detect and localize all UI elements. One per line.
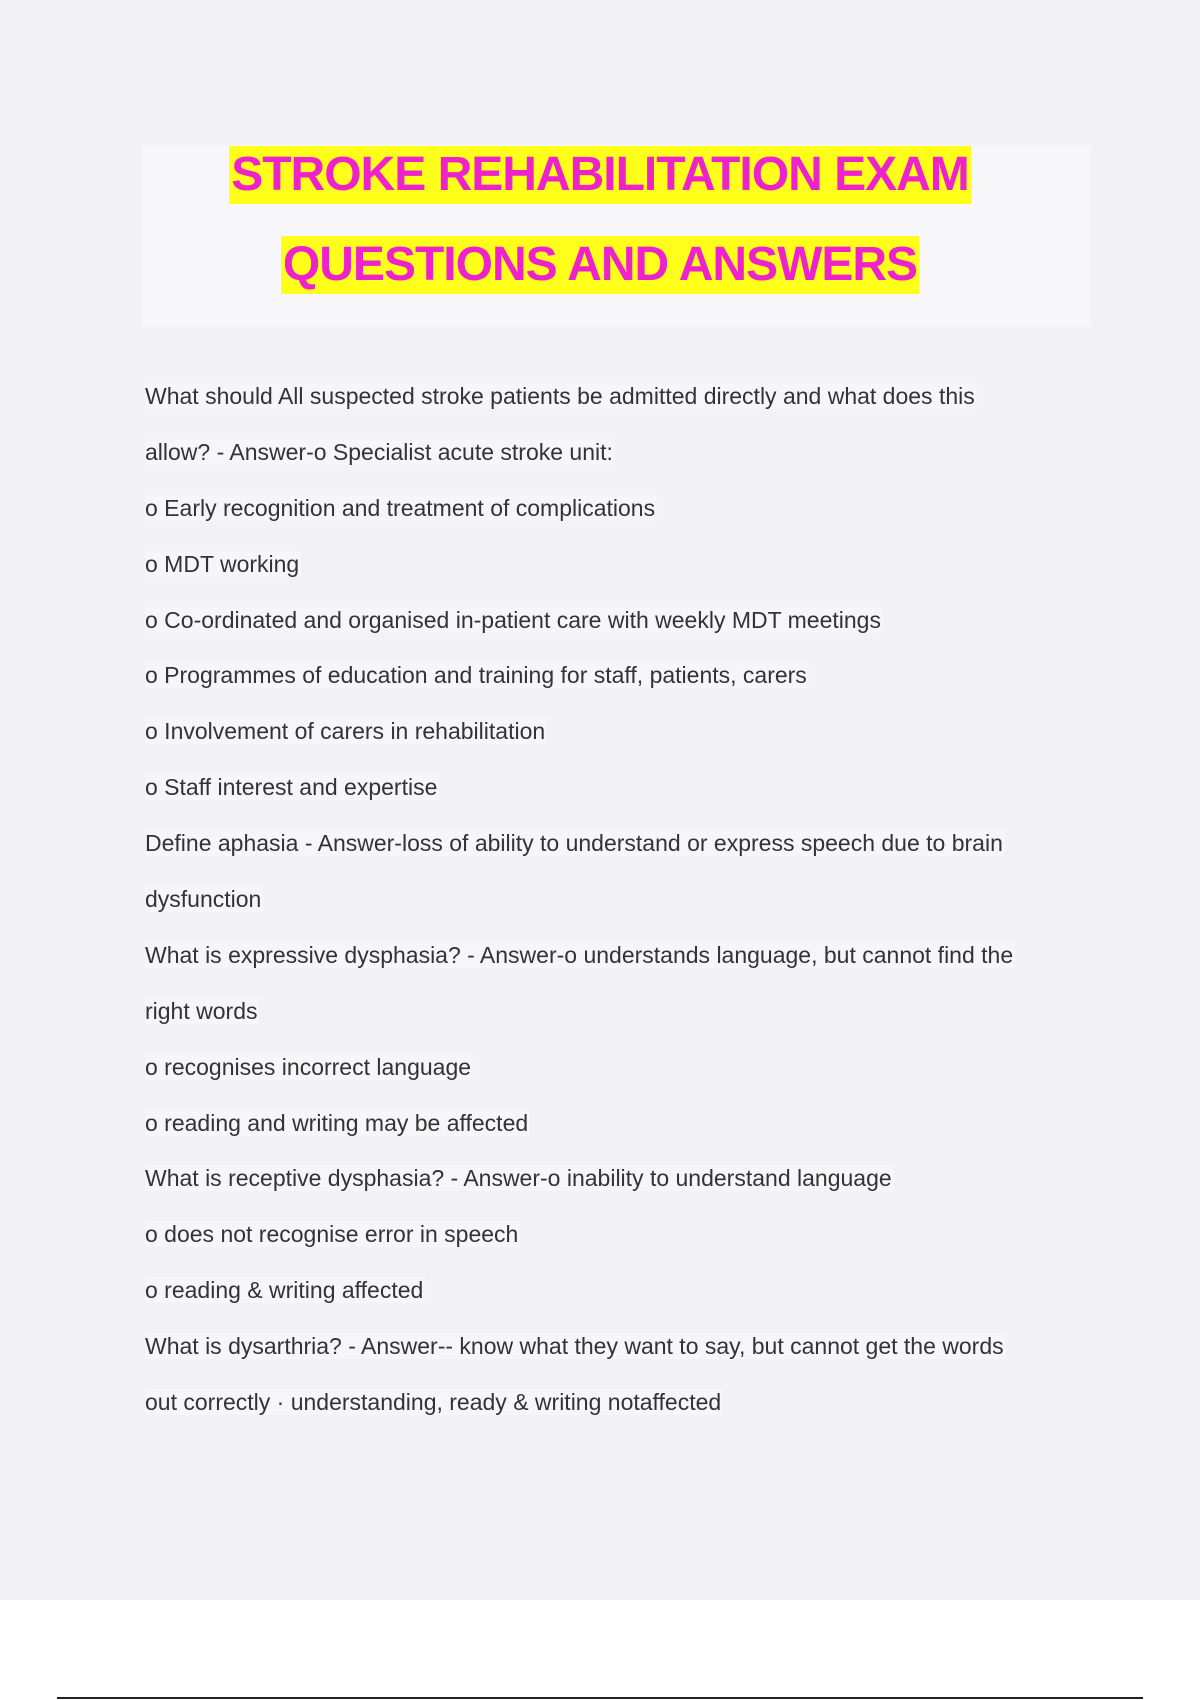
text-line: What is expressive dysphasia? - Answer-o understands language, but cannot find the xyxy=(145,941,1014,968)
title-highlight: STROKE REHABILITATION EXAM xyxy=(229,146,971,204)
document-title-line-1 xyxy=(0,146,1200,204)
text-line: dysfunction xyxy=(145,886,262,913)
text-line: o reading & writing affected xyxy=(145,1277,424,1304)
text-line: o Programmes of education and training for staff, patients, carers xyxy=(145,662,807,689)
text-line: o reading and writing may be affected xyxy=(145,1109,529,1136)
text-line: What is dysarthria? - Answer-- know what they want to say, but cannot get the words xyxy=(145,1333,1004,1360)
text-line: o Involvement of carers in rehabilitation xyxy=(145,718,546,745)
text-line: What is receptive dysphasia? - Answer-o inability to understand language xyxy=(145,1165,892,1192)
text-line: What should All suspected stroke patients be admitted directly and what does this xyxy=(145,383,975,409)
text-line: o Early recognition and treatment of complications xyxy=(145,494,656,521)
text-line: out correctly · understanding, ready & writing notaffected xyxy=(145,1389,722,1416)
text-line: allow? - Answer-o Specialist acute stroke unit: xyxy=(145,438,613,465)
text-line: Define aphasia - Answer-loss of ability to understand or express speech due to brain xyxy=(145,830,1003,857)
text-line: right words xyxy=(145,997,258,1024)
footer-divider xyxy=(57,1697,1143,1699)
document-title-line-2 xyxy=(0,236,1200,294)
text-line: o recognises incorrect language xyxy=(145,1053,472,1080)
text-line: o does not recognise error in speech xyxy=(145,1221,519,1248)
text-line: o Co-ordinated and organised in-patient care with weekly MDT meetings xyxy=(145,606,881,633)
document-body xyxy=(145,378,1075,1440)
title-highlight: QUESTIONS AND ANSWERS xyxy=(281,236,919,294)
text-line: o MDT working xyxy=(145,550,300,577)
text-line: o Staff interest and expertise xyxy=(145,774,438,801)
